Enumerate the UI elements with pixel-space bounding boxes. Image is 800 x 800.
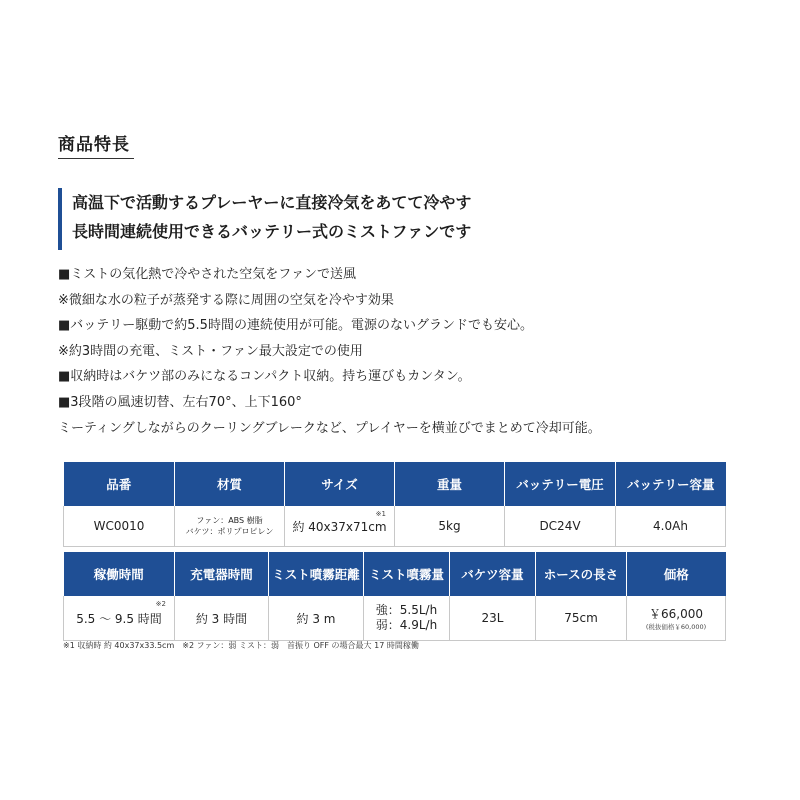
material-fan: ファン：ABS 樹脂 bbox=[196, 516, 263, 525]
header-hose: ホースの長さ bbox=[536, 552, 627, 596]
cell-charge-time: 約 3 時間 bbox=[175, 596, 269, 641]
cell-bucket: 23L bbox=[450, 596, 536, 641]
feature-item: ミーティングしながらのクーリングブレークなど、プレイヤーを横並びでまとめて冷却可能。 bbox=[58, 420, 601, 436]
cell-size bbox=[285, 506, 395, 547]
header-runtime: 稼働時間 bbox=[64, 552, 175, 596]
spec-table-2 bbox=[63, 552, 726, 641]
header-material: 材質 bbox=[175, 462, 285, 506]
table-header-row bbox=[64, 462, 726, 506]
header-price: 価格 bbox=[627, 552, 726, 596]
spec-table-1 bbox=[63, 462, 726, 547]
runtime-value: 5.5 ～ 9.5 時間 bbox=[76, 611, 162, 626]
cell-hose: 75cm bbox=[536, 596, 627, 641]
size-value: 約 40x37x71cm bbox=[292, 519, 387, 534]
cell-price bbox=[627, 596, 726, 641]
size-note: ※1 bbox=[375, 510, 386, 518]
cell-model: WC0010 bbox=[64, 506, 175, 547]
header-charge-time: 充電器時間 bbox=[175, 552, 269, 596]
feature-item: ■収納時はバケツ部のみになるコンパクト収納。持ち運びもカンタン。 bbox=[58, 369, 471, 385]
cell-capacity: 4.0Ah bbox=[616, 506, 726, 547]
header-voltage: バッテリー電圧 bbox=[505, 462, 616, 506]
header-size: サイズ bbox=[285, 462, 395, 506]
mist-amount-strong: 強：5.5L/h bbox=[375, 603, 438, 617]
section-title: 商品特長 bbox=[58, 135, 130, 155]
material-bucket: バケツ：ポリプロピレン bbox=[185, 527, 274, 536]
feature-item: ※約3時間の充電、ミスト・ファン最大設定での使用 bbox=[58, 343, 363, 359]
cell-mist-amount bbox=[364, 596, 450, 641]
runtime-note: ※2 bbox=[155, 600, 166, 608]
footnote: ※1 収納時 約 40x37x33.5cm ※2 ファン：弱 ミスト：弱 首振り OFF の場合最大 17 時間稼働 bbox=[63, 641, 419, 650]
header-mist-distance: ミスト噴霧距離 bbox=[269, 552, 364, 596]
mist-amount-weak: 弱：4.9L/h bbox=[375, 618, 438, 632]
header-mist-amount: ミスト噴霧量 bbox=[364, 552, 450, 596]
table-row bbox=[64, 596, 726, 641]
cell-voltage: DC24V bbox=[505, 506, 616, 547]
header-weight: 重量 bbox=[395, 462, 505, 506]
table-header-row bbox=[64, 552, 726, 596]
feature-item: ■バッテリー駆動で約5.5時間の連続使用が可能。電源のないグランドでも安心。 bbox=[58, 318, 533, 334]
header-bucket: バケツ容量 bbox=[450, 552, 536, 596]
feature-item: ※微細な水の粒子が蒸発する際に周囲の空気を冷やす効果 bbox=[58, 292, 394, 308]
cell-mist-distance: 約 3 m bbox=[269, 596, 364, 641]
headline-block bbox=[58, 188, 471, 250]
feature-item: ■3段階の風速切替、左右70°、上下160° bbox=[58, 394, 302, 410]
price-value: ￥66,000 bbox=[649, 607, 703, 621]
cell-runtime bbox=[64, 596, 175, 641]
headline-line-2: 長時間連続使用できるバッテリー式のミストファンです bbox=[72, 222, 472, 241]
cell-material bbox=[175, 506, 285, 547]
headline-line-1: 高温下で活動するプレーヤーに直接冷気をあてて冷やす bbox=[72, 193, 472, 212]
header-model: 品番 bbox=[64, 462, 175, 506]
cell-weight: 5kg bbox=[395, 506, 505, 547]
table-row bbox=[64, 506, 726, 547]
title-underline bbox=[58, 158, 134, 159]
price-note: (税抜価格￥60,000) bbox=[645, 623, 707, 631]
header-capacity: バッテリー容量 bbox=[616, 462, 726, 506]
feature-item: ■ミストの気化熱で冷やされた空気をファンで送風 bbox=[58, 267, 357, 282]
feature-list bbox=[58, 262, 758, 441]
